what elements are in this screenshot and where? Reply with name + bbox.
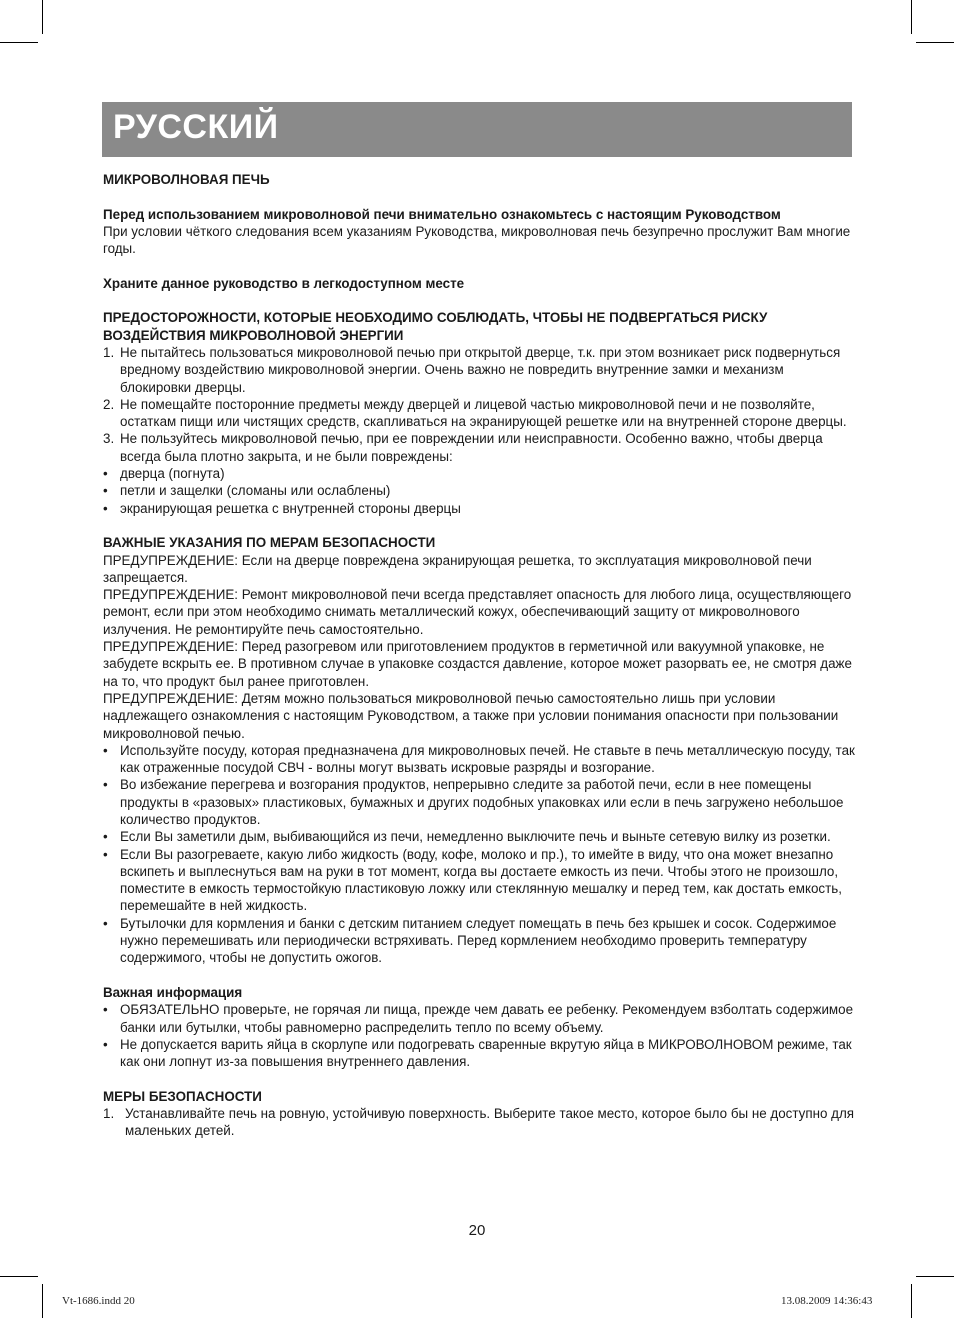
list-item	[103, 1105, 855, 1140]
list-item	[103, 465, 855, 482]
crop-mark	[911, 1284, 912, 1318]
list-item-text: Если Вы разогреваете, какую либо жидкость (воду, кофе, молоко и пр.), то имейте в виду, что она может внезапно вскипеть и выплеснуться вам на руки в тот момент, когда вы достаете емкость из печи. Чтобы этого не произошло, поместите в емкость термостойкую пластиковую ложку или стеклянную мешалку и перед тем, как достать емкость, перемешайте в ней жидкость.	[120, 846, 842, 914]
list-marker: 3.	[103, 431, 115, 447]
list-marker: •	[103, 915, 108, 931]
list-item	[103, 344, 855, 396]
list-item-text: ОБЯЗАТЕЛЬНО проверьте, не горячая ли пища, прежде чем давать ее ребенку. Рекомендуем взболтать содержимое банки или бутылки, чтобы равномерно распределить тепло по всему объему.	[120, 1002, 854, 1035]
crop-mark	[42, 0, 43, 34]
safety-list	[103, 742, 855, 967]
list-item-text: дверца (погнута)	[120, 466, 225, 482]
crop-mark	[916, 1276, 954, 1277]
warning-paragraph: ПРЕДУПРЕЖДЕНИЕ: Ремонт микроволновой печи всегда представляет опасность для любого лица, осуществляющего ремонт, если при этом необходимо снимать металлический кожух, обеспечивающий защиту от микроволнового излучения. Не ремонтируйте печь самостоятельно.	[103, 587, 852, 637]
list-item-text: Не пользуйтесь микроволновой печью, при ее повреждении или неисправности. Особенно важно, чтобы дверца всегда была плотно закрыта, и не были повреждены:	[120, 431, 823, 464]
list-item	[103, 500, 855, 517]
language-title: РУССКИЙ	[113, 108, 279, 146]
measures-list	[103, 1105, 855, 1140]
list-marker: •	[103, 742, 108, 758]
list-item	[103, 396, 855, 431]
list-item	[103, 1001, 855, 1036]
info-heading: Важная информация	[103, 984, 243, 1000]
info-list	[103, 1001, 855, 1070]
keep-note: Храните данное руководство в легкодоступном месте	[103, 275, 465, 291]
warnings-list	[103, 552, 855, 742]
list-item-text: Не пытайтесь пользоваться микроволновой печью при открытой дверце, т.к. при этом возникает риск подвернуться вредному воздействию микроволновой энергии. Очень важно не повредить внутренние замки и механизм блокировки дверцы.	[120, 344, 841, 395]
list-marker: •	[103, 1002, 108, 1018]
safety-heading: ВАЖНЫЕ УКАЗАНИЯ ПО МЕРАМ БЕЗОПАСНОСТИ	[103, 535, 436, 551]
measures-heading: МЕРЫ БЕЗОПАСНОСТИ	[103, 1088, 262, 1104]
list-marker: •	[103, 466, 108, 482]
list-item	[103, 828, 855, 845]
list-marker: •	[103, 500, 108, 516]
crop-mark	[42, 1284, 43, 1318]
precautions-heading: ПРЕДОСТОРОЖНОСТИ, КОТОРЫЕ НЕОБХОДИМО СОБЛЮДАТЬ, ЧТОБЫ НЕ ПОДВЕРГАТЬСЯ РИСКУ ВОЗДЕЙСТВИЯ МИКРОВОЛНОВОЙ ЭНЕРГИИ	[103, 310, 768, 343]
language-banner	[102, 102, 852, 157]
list-item	[103, 915, 855, 967]
list-marker: •	[103, 777, 108, 793]
list-item	[103, 482, 855, 499]
list-item-text: Во избежание перегрева и возгорания продуктов, непрерывно следите за работой печи, если в нее помещены продукты в «разовых» пластиковых, бумажных и других подобных упаковках или если в печь загружено небольшое количество продуктов.	[120, 777, 844, 827]
crop-mark	[0, 1276, 38, 1277]
list-item-text: петли и защелки (сломаны или ослаблены)	[120, 483, 391, 499]
warning-paragraph: ПРЕДУПРЕЖДЕНИЕ: Если на дверце повреждена экранирующая решетка, то эксплуатация микроволновой печи запрещается.	[103, 552, 812, 585]
list-item-text: Не допускается варить яйца в скорлупе или подогревать сваренные вкрутую яйца в МИКРОВОЛНОВОМ режиме, так как они лопнут из-за повышения внутреннего давления.	[120, 1036, 852, 1070]
list-marker: •	[103, 846, 108, 862]
list-marker: •	[103, 1036, 108, 1052]
crop-mark	[916, 42, 954, 43]
precautions-list	[103, 344, 855, 517]
list-item	[103, 846, 855, 915]
footer-datetime: 13.08.2009 14:36:43	[781, 1295, 873, 1307]
list-item-text: экранирующая решетка с внутренней стороны дверцы	[120, 500, 461, 516]
list-marker: •	[103, 483, 108, 499]
list-item-text: Бутылочки для кормления и банки с детским питанием следует помещать в печь без крышек и сосок. Содержимое нужно перемешивать или периодически встряхивать. Перед кормлением необходимо проверить температуру содержимого, чтобы не допустить ожогов.	[120, 915, 837, 966]
footer-file: Vt-1686.indd 20	[62, 1295, 135, 1307]
intro-heading: Перед использованием микроволновой печи внимательно ознакомьтесь с настоящим Руководством	[103, 206, 781, 222]
list-item-text: Если Вы заметили дым, выбивающийся из печи, немедленно выключите печь и выньте сетевую вилку из розетки.	[120, 829, 831, 845]
document-body	[103, 171, 855, 1140]
list-item-text: Устанавливайте печь на ровную, устойчивую поверхность. Выберите такое место, которое было бы не доступно для маленьких детей.	[125, 1106, 855, 1139]
list-item	[103, 1036, 855, 1071]
list-item-text: Не помещайте посторонние предметы между дверцей и лицевой частью микроволновой печи и не позволяйте, остаткам пищи или чистящих средств, скапливаться на экранирующей решетке или на внутренней стороне дверцы.	[120, 396, 847, 430]
list-marker: 2.	[103, 396, 115, 412]
intro-text: При условии чёткого следования всем указаниям Руководства, микроволновая печь безупречно прослужит Вам многие годы.	[103, 223, 851, 257]
list-item-text: Используйте посуду, которая предназначена для микроволновых печей. Не ставьте в печь металлическую посуду, так как отраженные посудой СВЧ - волны могут вызвать искровые разряды и возгорание.	[120, 742, 855, 776]
list-item	[103, 430, 855, 465]
document-title: МИКРОВОЛНОВАЯ ПЕЧЬ	[103, 172, 270, 187]
list-marker: •	[103, 829, 108, 845]
list-item	[103, 742, 855, 777]
list-marker: 1.	[103, 1106, 115, 1122]
list-item	[103, 776, 855, 828]
page-number: 20	[468, 1222, 486, 1239]
warning-paragraph: ПРЕДУПРЕЖДЕНИЕ: Перед разогревом или приготовлением продуктов в герметичной или вакуумной упаковке, не забудете вскрыть ее. В противном случае в упаковке создастся давление, которое может разорвать ее, не смотря даже на то, что продукт был ранее приготовлен.	[103, 639, 852, 689]
warning-paragraph: ПРЕДУПРЕЖДЕНИЕ: Детям можно пользоваться микроволновой печью самостоятельно лишь при условии надлежащего ознакомления с настоящим Руководством, а также при условии понимания опасности при пользовании микроволновой печью.	[103, 690, 839, 741]
crop-mark	[911, 0, 912, 34]
list-marker: 1.	[103, 344, 115, 360]
crop-mark	[0, 42, 38, 43]
